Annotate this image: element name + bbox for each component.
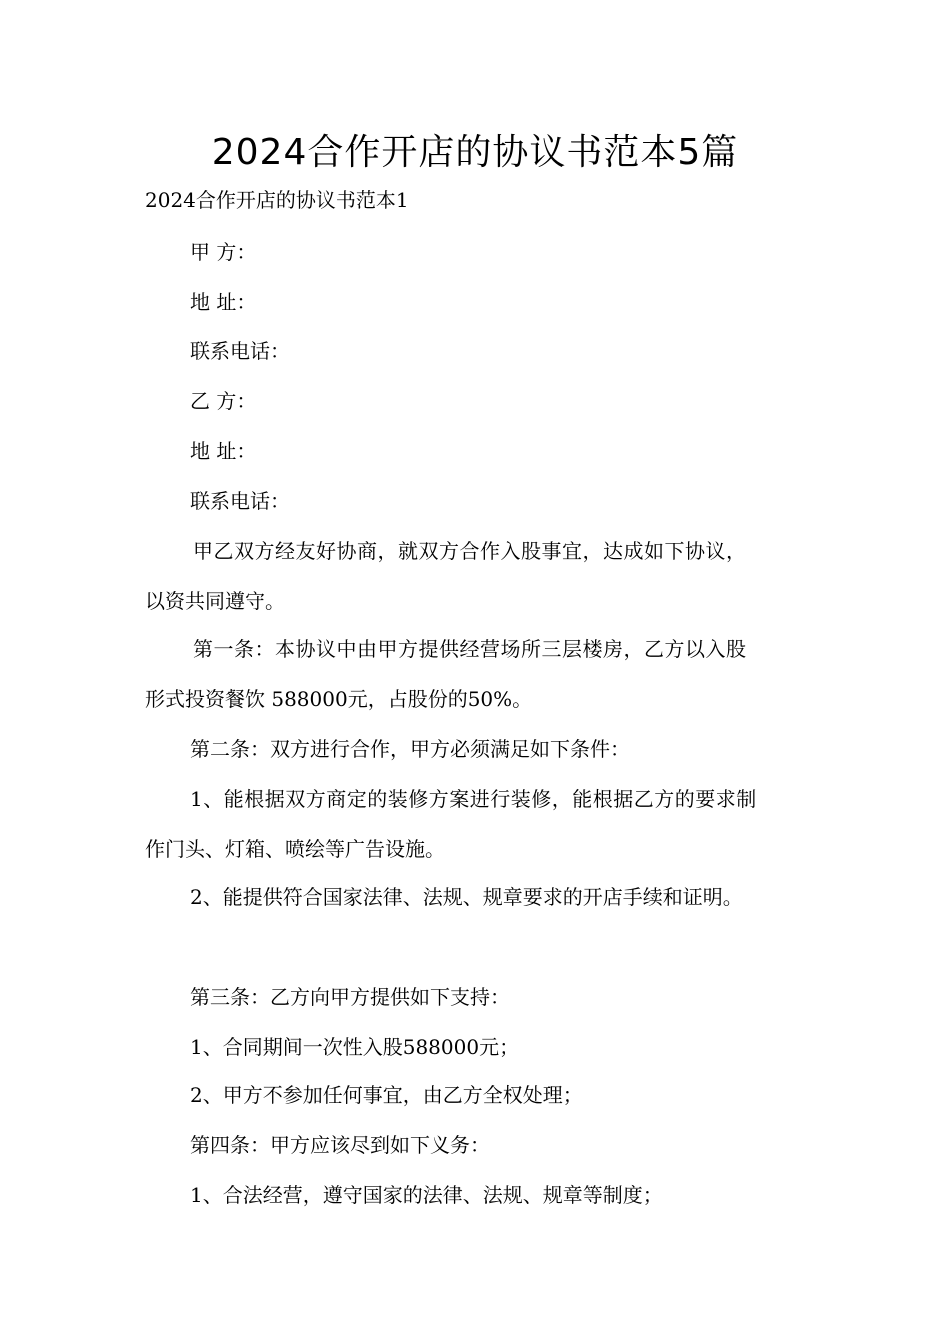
party-b-address: 地 址： bbox=[190, 439, 257, 463]
article-2-item-1-line-2: 作门头、灯箱、喷绘等广告设施。 bbox=[145, 837, 445, 861]
party-a-phone: 联系电话： bbox=[190, 339, 290, 363]
party-b-phone: 联系电话： bbox=[190, 489, 290, 513]
party-b-label: 乙 方： bbox=[190, 389, 257, 413]
article-3-heading: 第三条：乙方向甲方提供如下支持： bbox=[190, 985, 510, 1009]
party-a-label: 甲 方： bbox=[190, 240, 257, 264]
document-title: 2024合作开店的协议书范本5篇 bbox=[211, 132, 739, 173]
intro-paragraph-line-2: 以资共同遵守。 bbox=[145, 589, 285, 613]
article-4-heading: 第四条：甲方应该尽到如下义务： bbox=[190, 1133, 490, 1157]
article-1-line-2: 形式投资餐饮 588000元，占股份的50%。 bbox=[145, 687, 533, 711]
article-2-heading: 第二条：双方进行合作，甲方必须满足如下条件： bbox=[190, 737, 630, 761]
article-2-item-2: 2、能提供符合国家法律、法规、规章要求的开店手续和证明。 bbox=[190, 885, 743, 909]
article-3-item-1: 1、合同期间一次性入股588000元； bbox=[190, 1035, 520, 1059]
article-3-item-2: 2、甲方不参加任何事宜，由乙方全权处理； bbox=[190, 1083, 583, 1107]
article-4-item-1: 1、合法经营，遵守国家的法律、法规、规章等制度； bbox=[190, 1183, 663, 1207]
article-2-item-1-line-1: 1、能根据双方商定的装修方案进行装修，能根据乙方的要求制 bbox=[190, 787, 757, 811]
intro-paragraph-line-1: 甲乙双方经友好协商，就双方合作入股事宜，达成如下协议， bbox=[193, 539, 747, 563]
party-a-address: 地 址： bbox=[190, 290, 257, 314]
article-1-line-1: 第一条：本协议中由甲方提供经营场所三层楼房，乙方以入股 bbox=[193, 637, 747, 661]
section-title: 2024合作开店的协议书范本1 bbox=[145, 188, 409, 212]
